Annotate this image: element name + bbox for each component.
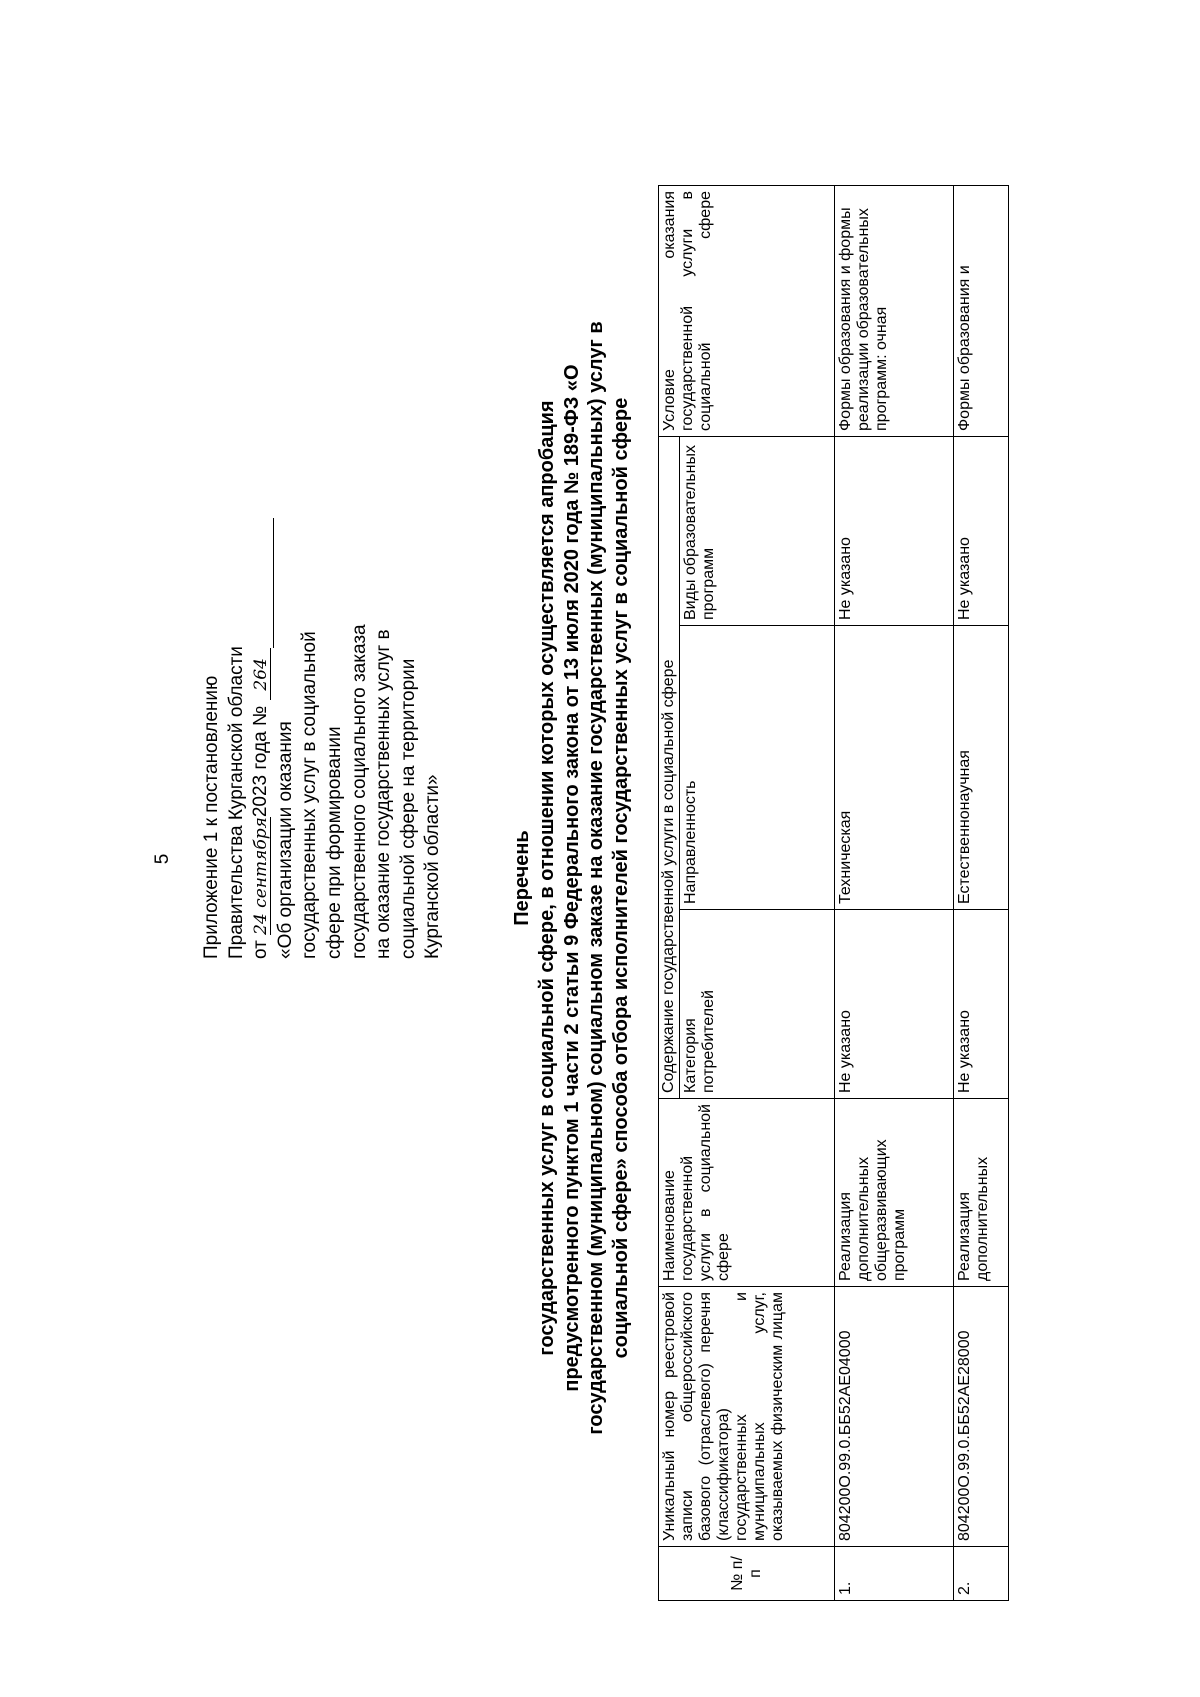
title-line: предусмотренного пунктом 1 части 2 статьи 9 Федерального закона от 13 июля 2020 года № 189-ФЗ «О xyxy=(560,364,583,1392)
title-line: социальной сфере» способа отбора исполнителей государственных услуг в социальной сфере xyxy=(610,397,633,1359)
appendix-line: государственных услуг в социальной xyxy=(299,631,321,959)
services-table xyxy=(658,185,1009,1601)
appendix-line: социальной сфере на территории xyxy=(397,658,419,959)
appendix-line: Правительства Курганской области xyxy=(225,646,247,959)
header-num: № п/п xyxy=(659,1547,835,1601)
date-suffix: 2023 года № xyxy=(250,705,272,818)
cell-consumers: Не указано xyxy=(954,910,1009,1099)
appendix-line: государственного социального заказа xyxy=(348,624,370,959)
handwritten-number: 264 xyxy=(252,648,271,700)
cell-program-types: Не указано xyxy=(835,436,954,625)
cell-consumers: Не указано xyxy=(835,910,954,1099)
title-line: государственном (муниципальном) социальном заказе на оказание государственных (муниципальных) услуг в xyxy=(585,321,608,1435)
cell-condition: Формы образования и xyxy=(954,185,1009,436)
page-number: 5 xyxy=(152,853,173,865)
cell-direction: Техническая xyxy=(835,626,954,910)
cell-num: 1. xyxy=(835,1547,954,1601)
handwritten-date: 24 сентября xyxy=(251,817,272,935)
appendix-line: Курганской области» xyxy=(422,774,444,959)
header-name: Наименование государственной услуги в социальной сфере xyxy=(659,1099,835,1287)
cell-condition: Формы образования и формы реализации образовательных программ: очная xyxy=(835,185,954,436)
cell-registry: 804200О.99.0.ББ52АЕ04000 xyxy=(835,1287,954,1547)
header-consumers: Категория потребителей xyxy=(680,910,835,1099)
title-heading: Перечень xyxy=(511,830,533,926)
appendix-block xyxy=(200,459,446,959)
header-condition: Условие оказания государственной услуги в социальной сфере xyxy=(659,185,835,436)
cell-name: Реализация дополнительных xyxy=(954,1099,1009,1287)
cell-program-types: Не указано xyxy=(954,436,1009,625)
header-direction: Направленность xyxy=(680,626,835,910)
appendix-date-line xyxy=(249,459,274,959)
cell-direction: Естественнонаучная xyxy=(954,626,1009,910)
header-registry: Уникальный номер реестровой записи общероссийского базового (отраслевого) перечня (классификатора) государственных и муниципальных услуг, оказываемых физическим лицам xyxy=(659,1287,835,1547)
document-title xyxy=(510,213,634,1543)
cell-registry: 804200О.99.0.ББ52АЕ28000 xyxy=(954,1287,1009,1547)
table-header-row xyxy=(659,185,680,1600)
appendix-line: на оказание государственных услуг в xyxy=(373,629,395,959)
cell-name: Реализация дополнительных общеразвивающих программ xyxy=(835,1099,954,1287)
table-row xyxy=(835,185,954,1600)
cell-num: 2. xyxy=(954,1547,1009,1601)
appendix-line: сфере при формировании xyxy=(323,726,345,959)
appendix-line: Приложение 1 к постановлению xyxy=(201,675,222,959)
appendix-line: «Об организации оказания xyxy=(274,721,296,959)
header-content-group: Содержание государственной услуги в социальной сфере xyxy=(659,436,680,1098)
signature-underline xyxy=(255,518,274,648)
title-line: государственных услуг в социальной сфере, в отношении которых осуществляется апробация xyxy=(535,400,558,1356)
table-row xyxy=(954,185,1009,1600)
header-program-types: Виды образовательных программ xyxy=(680,436,835,625)
date-prefix: от xyxy=(250,940,272,959)
